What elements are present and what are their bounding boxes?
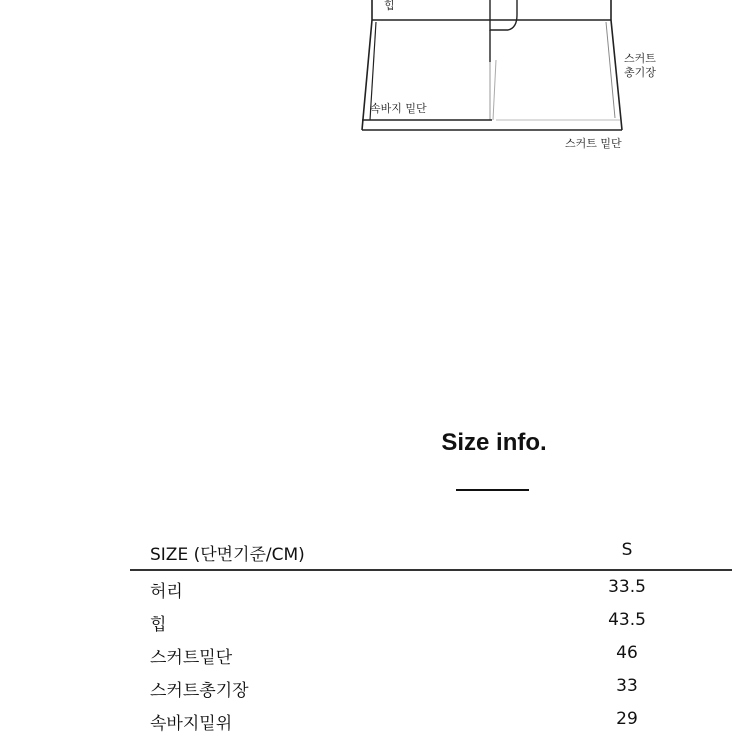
size-table	[130, 532, 732, 736]
skirt-overlap-line	[493, 60, 496, 120]
header-size-s: S	[621, 540, 633, 560]
skirt-hem-label: 스커트 밑단	[565, 137, 622, 150]
row-value-skirt-total-length: 33	[616, 676, 638, 696]
table-row	[130, 670, 732, 703]
row-value-inner-pants-rise: 29	[616, 709, 638, 729]
hip-label: 힙	[384, 0, 395, 12]
garment-measurement-diagram	[0, 0, 732, 170]
size-table-header	[130, 532, 732, 571]
row-value-hip: 43.5	[608, 610, 646, 630]
table-row	[130, 571, 732, 604]
row-name-inner-pants-rise: 속바지밑위	[150, 714, 233, 734]
row-name-skirt-total-length: 스커트총기장	[150, 681, 249, 701]
row-value-waist: 33.5	[608, 577, 646, 597]
skirt-pants-outline-drawing	[0, 0, 732, 170]
table-row	[130, 703, 732, 736]
table-row	[130, 637, 732, 670]
row-name-skirt-hem: 스커트밑단	[150, 648, 233, 668]
table-row	[130, 604, 732, 637]
skirt-right-side	[611, 20, 622, 130]
skirt-total-length-label: 스커트 총기장	[624, 52, 656, 79]
title-underline-divider	[456, 489, 529, 491]
inner-right-line	[606, 22, 615, 118]
fly-stitch	[490, 0, 517, 30]
inner-pants-hem-label: 속바지 밑단	[370, 102, 427, 115]
size-info-title: Size info.	[441, 429, 547, 456]
header-size-label: SIZE (단면기준/CM)	[150, 545, 305, 565]
row-name-waist: 허리	[150, 582, 183, 602]
row-name-hip: 힙	[150, 615, 167, 635]
row-value-skirt-hem: 46	[616, 643, 638, 663]
